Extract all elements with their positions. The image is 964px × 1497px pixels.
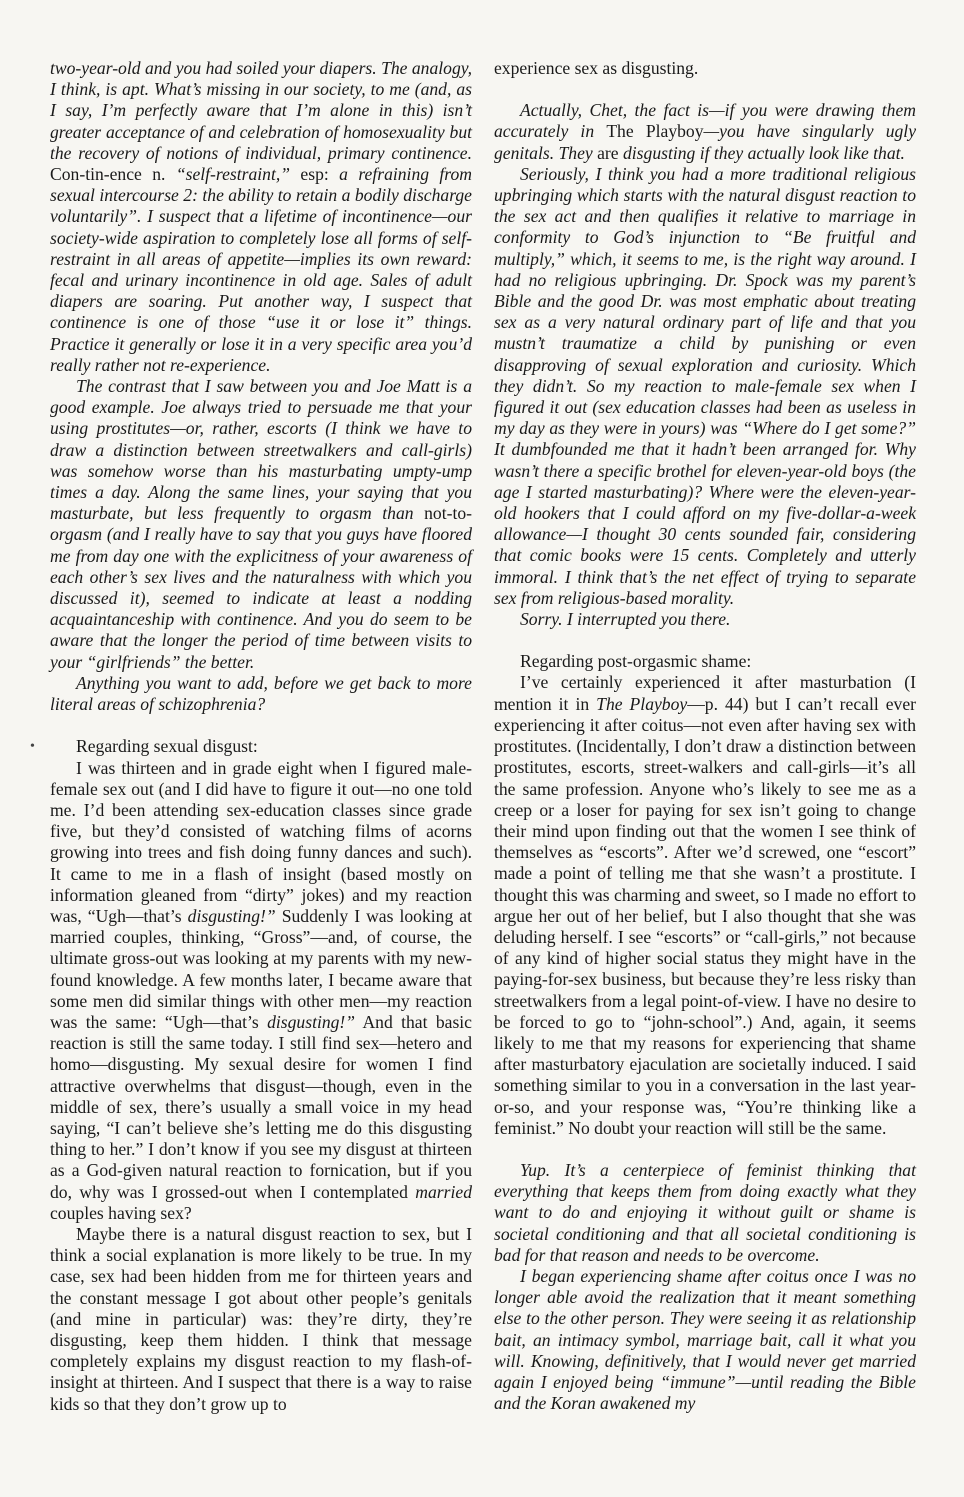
right-column [494,58,916,1414]
left-column [50,58,472,1415]
stray-mark: • [30,739,35,754]
paragraph: Seriously, I think you had a more traditional religious upbringing which starts with the natural disgust reaction to the sex act and then qualifies it relative to marriage in conformity to God’s injunction to “Be fruitful and multiply,” which, it seems to me, is the right way around. I had no religious upbringing. Dr. Spock was my parent’s Bible and the good Dr. was most emphatic about treating sex as a very natural ordinary part of life and that you mustn’t traumatize a child by punishing or even disapproving of sexual exploration and curiosity. Which they didn’t. So my reaction to male-female sex when I figured it out (sex education classes had been as useless in my day as they were in yours) was “Where do I get some?” It dumbfounded me that it hadn’t been arranged for. Why wasn’t there a specific brothel for eleven-year-old boys (the age I started masturbating)? Where were the eleven-year-old hookers that I could afford on my five-dollar-a-week allowance—I thought 30 cents sounded fair, considering that comic books were 15 cents. Completely and utterly immoral. I think that’s the net effect of trying to separate sex from religious-based morality. [494,163,916,608]
paragraph: Sorry. I interrupted you there. [520,609,731,630]
paragraph: two-year-old and you had soiled your diapers. The analogy, I think, is apt. What’s missing in our society, to me (and, as I say, I’m perfectly aware that I’m alone in this) isn’t greater acceptance of and celebration of homosexuality but the recovery of notions of individual, primary continence. Con-tin-ence n. “self-restraint,” esp: a refraining from sexual intercourse 2: the ability to retain a bodily discharge voluntarily”. I suspect that a lifetime of incontinence—our society-wide aspiration to completely lose all forms of self-restraint in all areas of appetite—implies its own reward: fecal and urinary incontinence in old age. Sales of adult diapers are soaring. Put another way, I suspect that continence is one of those “use it or lose it” things. Practice it generally or lose it in a very specific area you’d really rather not re-experience. [50,58,473,375]
section-heading: Regarding post-orgasmic shame: [520,651,752,672]
paragraph: Anything you want to add, before we get back to more literal areas of schizophrenia? [50,672,472,715]
paragraph: Yup. It’s a centerpiece of feminist thinking that everything that keeps them from doing exactly what they want to do and enjoying it without guilt or shame is societal conditioning and that all societal conditioning is bad for that reason and needs to be overcome. [494,1159,916,1265]
paragraph: The contrast that I saw between you and Joe Matt is a good example. Joe always tried to persuade me that your using prostitutes—or, rather, escorts (I think we have to draw a distinction between streetwalkers and call-girls) was somehow worse than his masturbating umpty-ump times a day. Along the same lines, your saying that you masturbate, but less frequently to orgasm than not-to-orgasm (and I really have to say that you guys have floored me from day one with the explicitness of your awareness of each other’s sex lives and the naturalness with which you discussed it), seemed to indicate at least a nodding acquaintanceship with continence. And you do seem to be aware that the longer the period of time between visits to your “girlfriends” the better. [50,376,472,672]
paragraph: I was thirteen and in grade eight when I figured male-female sex out (and I did have to figure it out—no one told me. I’d been attending sex-education classes since grade five, but they’d consisted of watching films of acorns growing into trees and fish doing funny dances and such). It came to me in a flash of insight (based mostly on information gleaned from “dirty” jokes) and my reaction was, “Ugh—that’s disgusting!” Suddenly I was looking at married couples, thinking, “Gross”—and, of course, the ultimate gross-out was looking at my parents with my new-found knowledge. A few months later, I became aware that some men did similar things with other men—my reaction was the same: “Ugh—that’s disgusting!” And that basic reaction is still the same today. I still find sex—hetero and homo—disgusting. My sexual desire for women I find attractive overwhelms that disgust—though, even in the middle of sex, there’s usually a small voice in my head saying, “I can’t believe she’s letting me do this disgusting thing to her.” I don’t know if you see my disgust at thirteen as a God-given natural reaction to fornication, but if you do, why was I grossed-out when I contemplated married couples having sex? [50,757,472,1223]
section-heading: Regarding sexual disgust: [76,736,258,757]
paragraph: Actually, Chet, the fact is—if you were drawing them accurately in The Playboy—you have singularly ugly genitals. They are disgusting if they actually look like that. [494,100,916,163]
paragraph: experience sex as disgusting. [494,58,699,78]
paragraph: I’ve certainly experienced it after masturbation (I mention it in The Playboy—p. 44) but I can’t recall ever experiencing it after coitus—not even after having sex with prostitutes. (Incidentally, I don’t draw a distinction between prostitutes, escorts, street-walkers and call-girls—it’s all the same profession. Anyone who’s likely to see me as a creep or a loser for paying for sex isn’t going to change their mind upon finding out that the women I see think of themselves as “escorts”. After we’d screwed, one “escort” made a point of telling me that she wasn’t a prostitute. I thought this was charming and sweet, so I made no effort to argue her out of her belief, but I also thought that she was deluding herself. I see “escorts” or “call-girls,” not because of any kind of higher social status they might have in the paying-for-sex business, but because they’re less risky than streetwalkers from a legal point-of-view. I have no desire to be forced to go to “john-school”.) And, again, it seems likely to me that my reasons for experiencing that shame after masturbatory ejaculation are societally induced. I said something similar to you in a conversation in the last year-or-so, and your response was, “You’re thinking like a feminist.” No doubt your reaction will still be the same. [494,672,917,1138]
paragraph: I began experiencing shame after coitus once I was no longer able avoid the realization that it meant something else to the other person. They were seeing it as relationship bait, an intimacy symbol, marriage bait, call it what you will. Knowing, definitively, that I would never get married again I enjoyed being “immune”—until reading the Bible and the Koran awakened my [494,1265,916,1414]
paragraph: Maybe there is a natural disgust reaction to sex, but I think a social explanation is more likely to be true. In my case, sex had been hidden from me for thirteen years and the constant message I got about other people’s genitals (and mine in particular) was: they’re dirty, they’re disgusting, keep them hidden. I think that message completely explains my disgust reaction to my flash-of-insight at thirteen. And I suspect that there is a way to raise kids so that they don’t grow up to [50,1223,472,1414]
